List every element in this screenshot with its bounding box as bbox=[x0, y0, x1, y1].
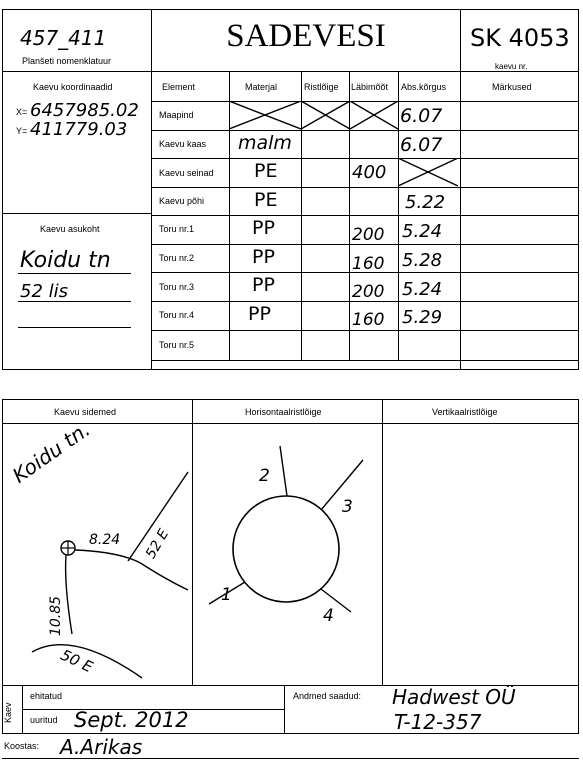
cross-mark bbox=[229, 101, 399, 130]
row-abs: 5.24 bbox=[402, 278, 443, 300]
coords-x-prefix: X= bbox=[16, 107, 28, 117]
divider bbox=[18, 327, 131, 328]
col-header-markused: Märkused bbox=[492, 82, 532, 92]
dim-label: 52 E bbox=[142, 526, 173, 562]
andmed-label: Andmed saadud: bbox=[293, 691, 362, 701]
row-abs: 5.29 bbox=[402, 306, 443, 328]
koostas-label: Koostas: bbox=[4, 741, 40, 751]
location-line2: 52 lis bbox=[20, 280, 69, 302]
row-labimoot: 200 bbox=[352, 225, 385, 245]
row-element: Kaevu kaas bbox=[159, 139, 207, 149]
location-label: Kaevu asukoht bbox=[40, 224, 100, 234]
divider bbox=[2, 71, 152, 72]
row-element: Toru nr.1 bbox=[159, 224, 195, 234]
grid-line bbox=[151, 158, 579, 159]
pipe-label: 1 bbox=[221, 585, 232, 605]
row-element: Toru nr.3 bbox=[159, 282, 195, 292]
row-element: Kaevu seinad bbox=[159, 168, 214, 178]
row-abs: 5.24 bbox=[402, 220, 443, 242]
kaevu-nr-value: SK 4053 bbox=[470, 24, 570, 52]
sidemed-label: Kaevu sidemed bbox=[54, 407, 117, 417]
ehitatud-label: ehitatud bbox=[30, 691, 63, 701]
row-materjal: PP bbox=[252, 274, 275, 296]
row-materjal: PP bbox=[252, 217, 275, 239]
row-abs: 5.22 bbox=[405, 191, 446, 213]
coords-label: Kaevu koordinaadid bbox=[33, 82, 113, 92]
row-labimoot: 160 bbox=[352, 310, 385, 330]
koostas-value: A.Arikas bbox=[60, 735, 143, 759]
kaev-label: Kaev bbox=[3, 702, 13, 723]
divider bbox=[18, 273, 131, 274]
coords-y-value: 411779.03 bbox=[30, 118, 128, 140]
pipe-label: 4 bbox=[323, 606, 334, 626]
divider bbox=[18, 301, 131, 302]
row-labimoot: 160 bbox=[352, 254, 385, 274]
pipe-label: 2 bbox=[259, 466, 270, 486]
kaevu-nr-label: kaevu nr. bbox=[495, 61, 528, 71]
col-header-materjal: Materjal bbox=[245, 82, 278, 92]
page-title: SADEVESI bbox=[226, 18, 386, 54]
col-header-abs: Abs.kõrgus bbox=[401, 82, 447, 92]
nomenklatuur-value: 457_411 bbox=[20, 26, 107, 50]
location-line1: Koidu tn bbox=[20, 247, 111, 273]
row-element: Kaevu põhi bbox=[159, 196, 205, 206]
dim-label: 8.24 bbox=[89, 532, 121, 548]
dim-label: 50 E bbox=[57, 645, 96, 677]
row-materjal: PP bbox=[248, 303, 271, 325]
row-materjal: PP bbox=[252, 246, 275, 268]
uuritud-value: Sept. 2012 bbox=[74, 708, 189, 732]
row-labimoot: 400 bbox=[352, 161, 387, 183]
row-materjal: malm bbox=[238, 132, 292, 154]
grid-line bbox=[151, 360, 579, 361]
grid-line bbox=[151, 71, 152, 360]
pipe-label: 3 bbox=[342, 497, 353, 517]
row-element: Toru nr.5 bbox=[159, 340, 195, 350]
col-header-labimoot: Läbimõõt bbox=[351, 82, 389, 92]
andmed-value: Hadwest OÜ bbox=[392, 685, 516, 709]
grid-line bbox=[151, 71, 579, 72]
horisontaal-label: Horisontaalristlõige bbox=[245, 407, 322, 417]
dim-label: 10.85 bbox=[48, 595, 65, 637]
andmed-value: T-12-357 bbox=[394, 710, 482, 734]
row-abs: 5.28 bbox=[402, 249, 443, 271]
row-labimoot: 200 bbox=[352, 282, 385, 302]
row-abs: 6.07 bbox=[400, 134, 443, 156]
row-element: Toru nr.2 bbox=[159, 253, 195, 263]
street-label: Koidu tn. bbox=[8, 417, 95, 488]
vertikaal-label: Vertikaalristlõige bbox=[432, 407, 498, 417]
grid-line bbox=[151, 187, 579, 188]
row-element: Maapind bbox=[159, 110, 194, 120]
divider bbox=[2, 213, 152, 214]
row-materjal: PE bbox=[254, 160, 278, 182]
divider bbox=[284, 685, 285, 734]
uuritud-label: uuritud bbox=[30, 715, 58, 725]
cross-mark bbox=[398, 158, 458, 187]
divider bbox=[382, 399, 383, 686]
row-materjal: PE bbox=[254, 189, 278, 211]
row-abs: 6.07 bbox=[400, 105, 443, 127]
col-header-ristloige: Ristlõige bbox=[304, 82, 339, 92]
nomenklatuur-label: Planšeti nomenklatuur bbox=[22, 56, 112, 66]
coords-x-value: 6457985.02 bbox=[30, 99, 139, 121]
grid-line bbox=[460, 71, 461, 360]
grid-line bbox=[151, 130, 579, 131]
coords-y-prefix: Y= bbox=[16, 126, 28, 136]
col-header-element: Element bbox=[162, 82, 196, 92]
row-element: Toru nr.4 bbox=[159, 310, 195, 320]
horisontaal-sketch bbox=[193, 424, 382, 686]
grid-line bbox=[151, 215, 579, 216]
